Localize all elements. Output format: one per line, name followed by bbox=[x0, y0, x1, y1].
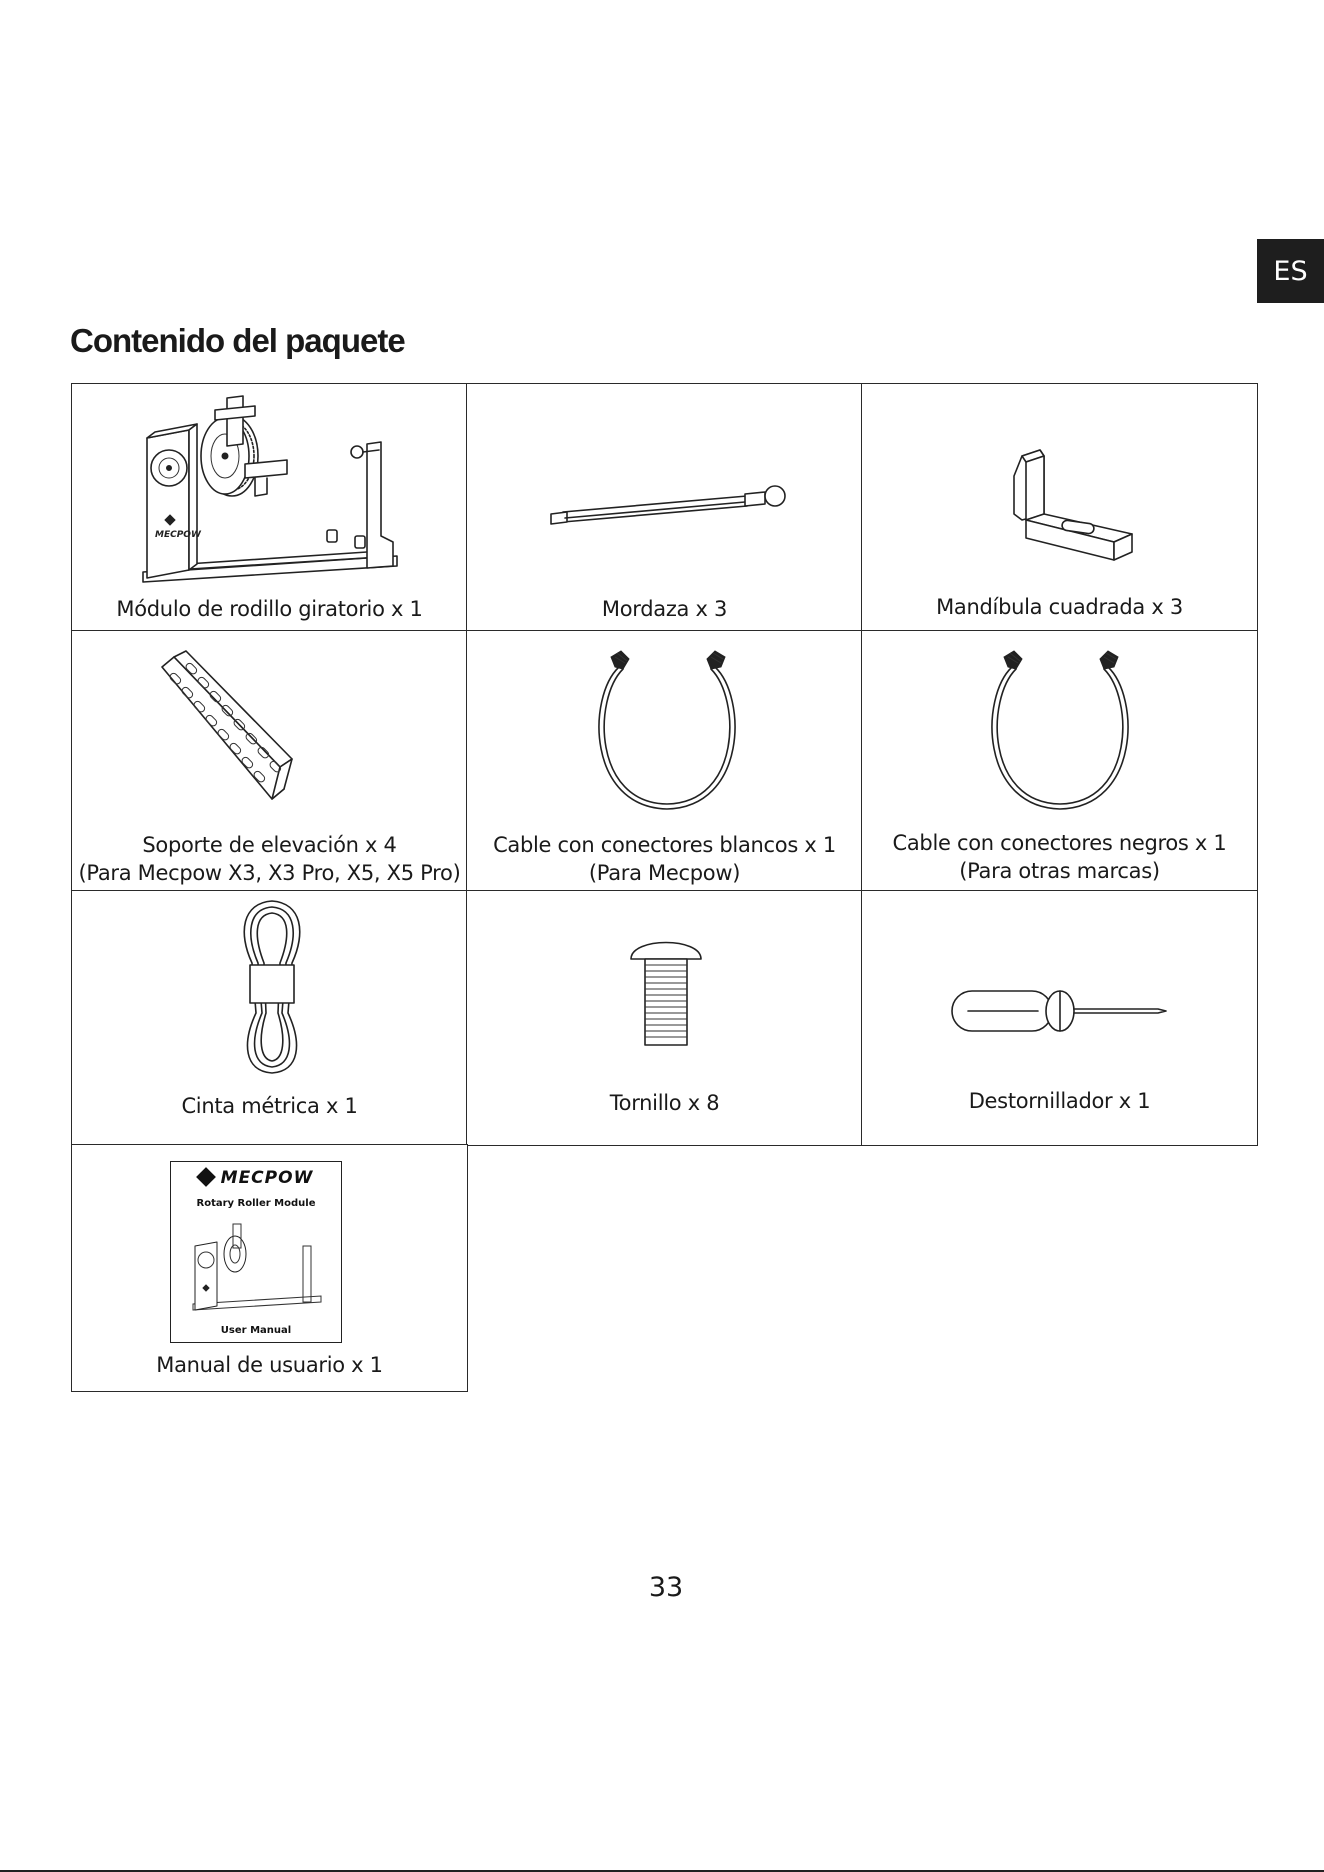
item-caption: Cable con conectores negros x 1 (Para otras marcas) bbox=[892, 831, 1227, 883]
manual-brand: MECPOW bbox=[171, 1168, 341, 1188]
item-caption: Mandíbula cuadrada x 3 bbox=[936, 595, 1183, 619]
cable-white-connectors-icon bbox=[567, 647, 767, 827]
package-item-square-jaw bbox=[861, 383, 1258, 632]
item-caption: Soporte de elevación x 4 (Para Mecpow X3, X3 Pro, X5, X5 Pro) bbox=[78, 833, 461, 885]
package-item-clamp bbox=[466, 383, 863, 632]
elevation-bracket-icon bbox=[152, 639, 352, 809]
package-item-cable-black bbox=[861, 630, 1258, 892]
package-item-user-manual bbox=[71, 1144, 468, 1392]
item-caption: Destornillador x 1 bbox=[968, 1089, 1151, 1113]
rotary-roller-module-icon bbox=[127, 386, 427, 596]
clamp-rod-icon bbox=[547, 464, 807, 544]
page-number: 33 bbox=[648, 1572, 684, 1603]
item-caption: Cable con conectores blancos x 1 (Para Mecpow) bbox=[493, 833, 836, 885]
package-item-screwdriver bbox=[861, 890, 1258, 1146]
item-caption: Módulo de rodillo giratorio x 1 bbox=[116, 597, 423, 621]
item-caption: Manual de usuario x 1 bbox=[156, 1353, 383, 1377]
package-item-rotary-roller-module bbox=[71, 383, 468, 632]
manual-logo-icon bbox=[196, 1167, 216, 1187]
manual-cover-illustration bbox=[183, 1218, 333, 1318]
screw-icon bbox=[621, 927, 711, 1057]
page-title: Contenido del paquete bbox=[70, 322, 405, 359]
package-item-measuring-tape bbox=[71, 890, 468, 1146]
square-jaw-icon bbox=[982, 440, 1142, 570]
package-item-screw bbox=[466, 890, 863, 1146]
package-item-elevation-bracket bbox=[71, 630, 468, 892]
manual-product-name: Rotary Roller Module bbox=[196, 1198, 316, 1209]
package-item-cable-white bbox=[466, 630, 863, 892]
item-caption: Mordaza x 3 bbox=[601, 597, 728, 621]
language-tab: ES bbox=[1257, 239, 1324, 303]
product-brand-mark: MECPOW bbox=[155, 530, 201, 540]
manual-subtitle: User Manual bbox=[220, 1325, 292, 1336]
screwdriver-icon bbox=[948, 981, 1178, 1041]
measuring-tape-icon bbox=[212, 893, 332, 1083]
item-caption: Cinta métrica x 1 bbox=[181, 1094, 358, 1118]
user-manual-icon bbox=[170, 1161, 342, 1343]
cable-black-connectors-icon bbox=[960, 647, 1160, 827]
item-caption: Tornillo x 8 bbox=[609, 1091, 720, 1115]
